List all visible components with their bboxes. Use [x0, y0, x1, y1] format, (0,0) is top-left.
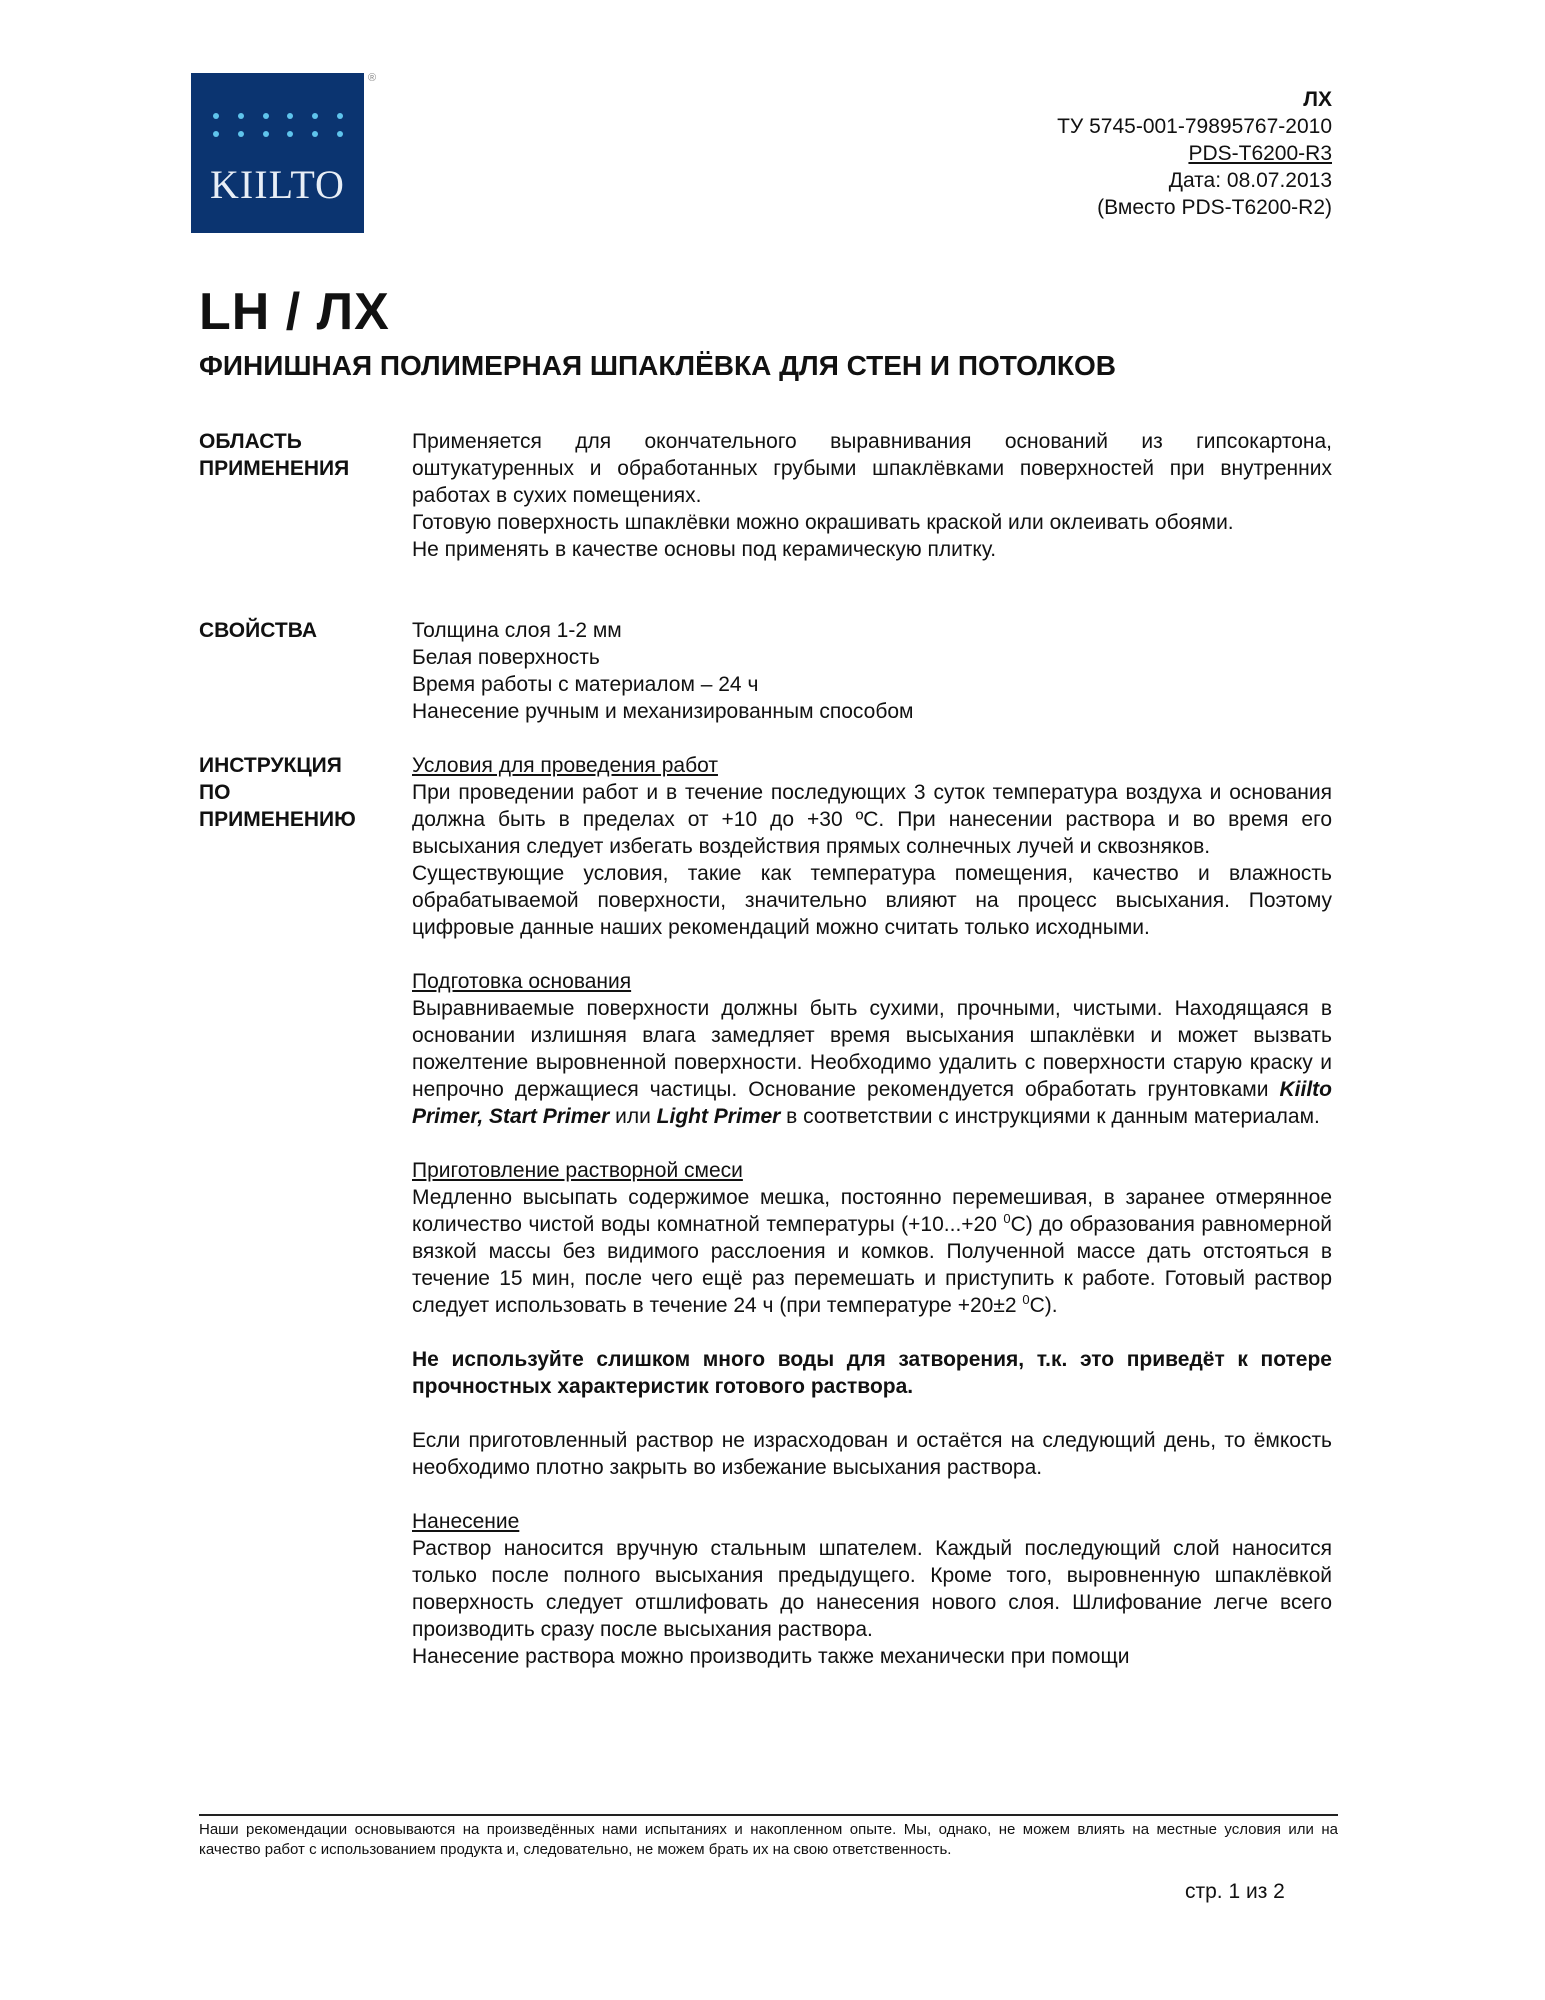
logo-dot	[213, 113, 219, 119]
section-content	[412, 752, 1332, 1670]
document-meta	[1057, 86, 1332, 221]
logo-dot	[312, 131, 318, 137]
logo-dots	[213, 113, 343, 149]
paragraph: При проведении работ и в течение последующих 3 суток температура воздуха и основания должна быть в пределах от +10 до +30 ºC. При нанесении раствора и во время его высыхания следует избегать воздействия прямых солнечных лучей и сквозняков.	[412, 781, 1332, 858]
logo-dot	[238, 131, 244, 137]
paragraph	[412, 995, 1332, 1130]
property-item: Белая поверхность	[412, 646, 600, 669]
subheading-conditions: Условия для проведения работ	[412, 754, 718, 777]
subheading-mixing: Приготовление растворной смеси	[412, 1159, 743, 1182]
logo-wordmark: KIILTO	[210, 162, 345, 207]
logo-dot	[337, 131, 343, 137]
text-run: C) до образования равномерной вязкой массы без видимого расслоения и комков. Полученной массе дать отстояться в течение 15 мин, после чего ещё раз перемешать и приступить к работе. Готовый раствор следует использовать в течение 24 ч (при температуре +20±2	[412, 1213, 1332, 1317]
logo-dot	[287, 113, 293, 119]
page-number: стр. 1 из 2	[1185, 1880, 1285, 1903]
primer-name: Kiilto Primer, Start Primer	[412, 1078, 1332, 1128]
text-run: Выравниваемые поверхности должны быть сухими, прочными, чистыми. Находящаяся в основании излишняя влага замедляет время высыхания шпаклёвки и может вызвать пожелтение выровненной поверхности. Необходимо удалить с поверхности старую краску и непрочно держащиеся частицы. Основание рекомендуется обработать грунтовками	[412, 997, 1332, 1101]
section-label: СВОЙСТВА	[199, 619, 317, 642]
section-content	[412, 428, 1332, 563]
property-item: Время работы с материалом – 24 ч	[412, 673, 759, 696]
page-title: LH / ЛХ	[199, 283, 390, 341]
footer-divider	[199, 1814, 1338, 1816]
document-date: Дата: 08.07.2013	[1168, 169, 1332, 192]
subheading-application: Нанесение	[412, 1510, 520, 1533]
paragraph: Раствор наносится вручную стальным шпателем. Каждый последующий слой наносится только после полного высыхания предыдущего. Кроме того, выровненную шпаклёвкой поверхность следует отшлифовать до нанесения нового слоя. Шлифование легче всего производить сразу после высыхания раствора.	[412, 1537, 1332, 1641]
pds-number: PDS-T6200-R3	[1188, 142, 1332, 165]
section-properties	[199, 617, 1332, 725]
property-item: Нанесение ручным и механизированным способом	[412, 700, 914, 723]
logo-dot	[238, 113, 244, 119]
property-item: Толщина слоя 1-2 мм	[412, 619, 622, 642]
replaces-note: (Вместо PDS-T6200-R2)	[1097, 196, 1332, 219]
paragraph: Нанесение раствора можно производить также механически при помощи	[412, 1645, 1130, 1668]
paragraph: Существующие условия, такие как температура помещения, качество и влажность обрабатываемой поверхности, значительно влияют на процесс высыхания. Поэтому цифровые данные наших рекомендаций можно считать только исходными.	[412, 862, 1332, 939]
text-run: Медленно высыпать содержимое мешка, постоянно перемешивая, в заранее отмерянное количество чистой воды комнатной температуры (+10...+20	[412, 1186, 1332, 1236]
logo-dot	[263, 113, 269, 119]
text-run: или	[609, 1105, 657, 1128]
section-application	[199, 428, 1332, 563]
page-subtitle: ФИНИШНАЯ ПОЛИМЕРНАЯ ШПАКЛЁВКА ДЛЯ СТЕН И ПОТОЛКОВ	[199, 350, 1116, 381]
primer-name: Light Primer	[656, 1105, 781, 1128]
registered-mark-icon: ®	[368, 72, 377, 84]
logo-dot	[312, 113, 318, 119]
section-instructions	[199, 752, 1332, 1670]
paragraph: Готовую поверхность шпаклёвки можно окрашивать краской или оклеивать обоями.	[412, 511, 1234, 534]
logo-dot	[263, 131, 269, 137]
paragraph	[412, 1184, 1332, 1319]
kiilto-logo	[191, 73, 364, 233]
paragraph: Не применять в качестве основы под керамическую плитку.	[412, 538, 997, 561]
section-content	[412, 617, 1332, 725]
degree-mark: 0	[1022, 1292, 1030, 1307]
tu-number: ТУ 5745-001-79895767-2010	[1057, 115, 1332, 138]
logo-dot	[337, 113, 343, 119]
section-label: ИНСТРУКЦИЯ ПО ПРИМЕНЕНИЮ	[199, 754, 356, 831]
subheading-preparation: Подготовка основания	[412, 970, 632, 993]
logo-dot	[213, 131, 219, 137]
degree-mark: 0	[1003, 1211, 1011, 1226]
section-label: ОБЛАСТЬ ПРИМЕНЕНИЯ	[199, 430, 350, 480]
footer-disclaimer: Наши рекомендации основываются на произведённых нами испытаниях и накопленном опыте. Мы, однако, не можем влиять на местные условия или на качество работ с использованием продукта и, следовательно, не можем брать их на свою ответственность.	[199, 1821, 1338, 1858]
text-run: C).	[1029, 1294, 1058, 1317]
paragraph: Если приготовленный раствор не израсходован и остаётся на следующий день, то ёмкость необходимо плотно закрыть во избежание высыхания раствора.	[412, 1429, 1332, 1479]
warning-text: Не используйте слишком много воды для затворения, т.к. это приведёт к потере прочностных характеристик готового раствора.	[412, 1348, 1332, 1398]
logo-dot	[287, 131, 293, 137]
product-code: ЛХ	[1303, 88, 1332, 111]
text-run: в соответствии с инструкциями к данным материалам.	[780, 1105, 1320, 1128]
paragraph: Применяется для окончательного выравнивания оснований из гипсокартона, оштукатуренных и обработанных грубыми шпаклёвками поверхностей при внутренних работах в сухих помещениях.	[412, 430, 1332, 507]
